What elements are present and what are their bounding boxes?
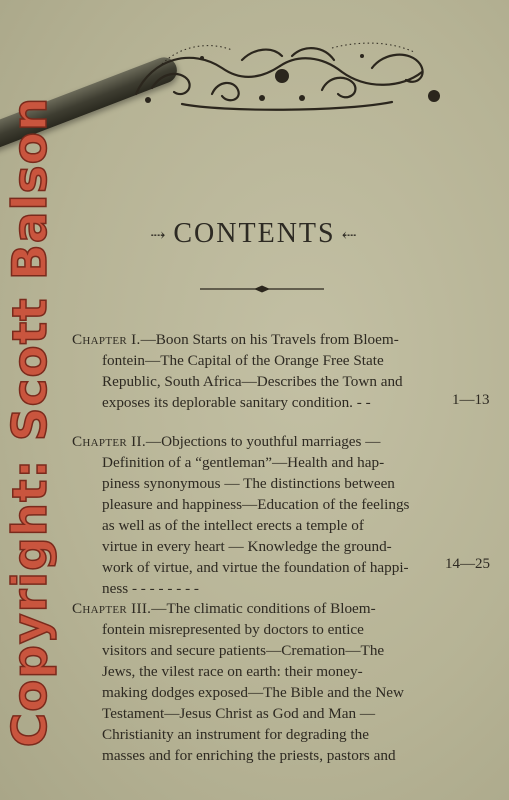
chapter-1-summary-start: —Boon Starts on his Travels from Bloem- xyxy=(140,331,399,348)
chapter-2-heading xyxy=(72,431,452,452)
chapter-3-line-6: Testament—Jesus Christ as God and Man — xyxy=(102,705,376,722)
chapter-3-line-4: Jews, the vilest race on earth: their money- xyxy=(102,663,363,680)
title-divider xyxy=(200,284,324,294)
title-text: CONTENTS xyxy=(173,218,336,249)
chapter-3-summary-start: —The climatic conditions of Bloem- xyxy=(151,600,376,617)
chapter-3-heading xyxy=(72,598,452,619)
chapter-2-line-4: pleasure and happiness—Education of the feelings xyxy=(102,496,410,513)
chapter-2-line-5: as well as of the intellect erects a temple of xyxy=(102,517,364,534)
ornamental-headpiece xyxy=(122,38,442,118)
chapter-1-line-2: fontein—The Capital of the Orange Free State xyxy=(102,352,384,369)
chapter-1-line-4: exposes its deplorable sanitary condition. - - xyxy=(102,394,371,411)
chapter-2-line-3: piness synonymous — The distinctions between xyxy=(102,475,395,492)
chapter-2-label: Chapter II. xyxy=(72,433,146,450)
chapter-1-entry xyxy=(72,329,452,413)
page-title xyxy=(0,218,509,250)
chapter-1-heading xyxy=(72,329,452,350)
chapter-1-pages: 1—13 xyxy=(452,392,490,408)
chapter-2-line-8: ness - - - - - - - - xyxy=(102,580,199,597)
chapter-2-entry xyxy=(72,431,452,599)
chapter-3-entry xyxy=(72,598,452,766)
chapter-3-line-3: visitors and secure patients—Cremation—The xyxy=(102,642,385,659)
chapter-3-label: Chapter III. xyxy=(72,600,152,617)
chapter-3-line-5: making dodges exposed—The Bible and the New xyxy=(102,684,404,701)
chapter-2-pages: 14—25 xyxy=(445,556,490,572)
copyright-watermark: Copyright: Scott Balson xyxy=(3,96,58,748)
chapter-1-line-3: Republic, South Africa—Describes the Town and xyxy=(102,373,403,390)
chapter-3-line-7: Christianity an instrument for degrading the xyxy=(102,726,369,743)
title-right-arrow-icon: ⇠ xyxy=(341,225,359,246)
title-left-arrow-icon: ⇢ xyxy=(150,225,168,246)
chapter-3-line-2: fontein misrepresented by doctors to entice xyxy=(102,621,364,638)
chapter-2-line-2: Definition of a “gentleman”—Health and hap- xyxy=(102,454,385,471)
chapter-2-line-6: virtue in every heart — Knowledge the ground- xyxy=(102,538,392,555)
chapter-2-summary-start: —Objections to youthful marriages — xyxy=(145,433,381,450)
chapter-3-line-8: masses and for enriching the priests, pastors and xyxy=(102,747,396,764)
chapter-2-line-7: work of virtue, and virtue the foundation of happi- xyxy=(102,559,409,576)
chapter-1-label: Chapter I. xyxy=(72,331,141,348)
